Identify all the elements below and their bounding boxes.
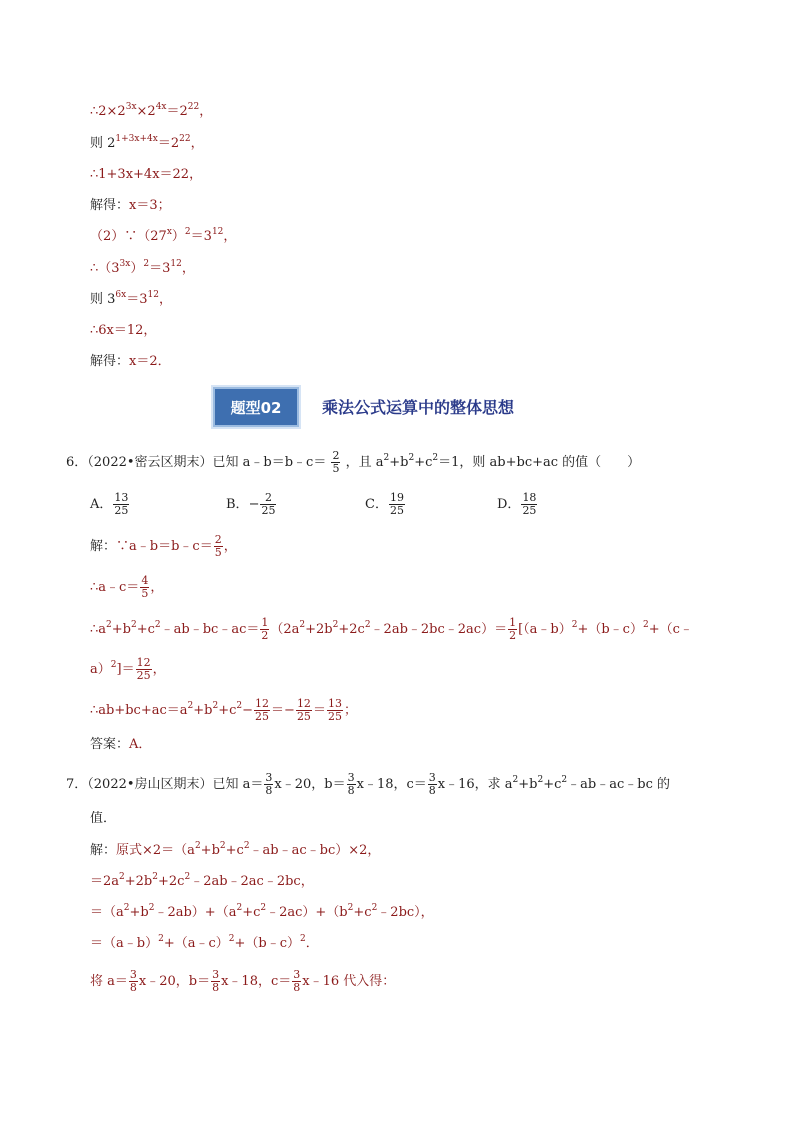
q7-solution-2: $=2a^2+2b^2+2c^2﹣2ab﹣2ac﹣2bc$， — [90, 872, 314, 889]
section-badge: 题型02 — [213, 387, 299, 427]
prev-line-5: $(2)\because(27^x)^2=3^{12}$， — [90, 227, 237, 244]
prev-line-3: ∴1+3x+4x＝22， — [90, 167, 203, 182]
option-a[interactable]: A． $\frac{13}{25}$ — [90, 491, 129, 517]
q7-stem: 7．（2022•房山区期末）已知 a＝ $\frac{3}{8}$ x﹣20，b＝ $\frac{3}{8}$ x﹣18，c＝ $\frac{3}{8}$ x﹣16，求 $a^2+b^2+c^2﹣ab﹣ac﹣bc$ 的 — [66, 771, 670, 797]
q6-stem: 6．（2022•密云区期末）已知 a﹣b＝b﹣c＝ $\frac{2}{5}$ ，且 $a^2+b^2+c^2=1$，则 ab+bc+ac 的值（ ） — [66, 449, 641, 475]
prev-line-4: 解得：x＝3； — [90, 198, 171, 213]
prev-line-6: $\therefore(3^{3x})^2=3^{12}$， — [90, 259, 195, 276]
q7-solution-5: 将 a＝ $\frac{3}{8}$ x﹣20，b＝ $\frac{3}{8}$ x﹣18，c＝ $\frac{3}{8}$ x﹣16 代入得： — [90, 968, 396, 994]
section-title: 乘法公式运算中的整体思想 — [322, 398, 515, 417]
option-b[interactable]: B．− $\frac{2}{25}$ — [226, 491, 276, 517]
q6-solution-5: $\therefore ab+bc+ac=a^2+b^2+c^2-$ $\frac{12}{25}$ ＝− $\frac{12}{25}$ ＝ $\frac{13}{25}$ ； — [90, 697, 357, 723]
q6-answer: 答案：A． — [90, 737, 152, 752]
q7-solution-1: 解：原式$\times 2=(a^2+b^2+c^2﹣ab﹣ac﹣bc)\times 2$， — [90, 841, 381, 858]
q6-solution-3: $\therefore a^2+b^2+c^2﹣ab﹣bc﹣ac=$ $\frac{1}{2}$ $(2a^2+2b^2+2c^2﹣2ab﹣2bc﹣2ac)=$ $\frac{1}{2}$ [（a﹣b）$^2$+（b﹣c）$^2$+（c﹣ — [90, 616, 693, 642]
prev-line-7: 则 $3^{6x}=3^{12}$， — [90, 290, 172, 307]
q6-solution-2: ∴a﹣c＝ $\frac{4}{5}$ ， — [90, 574, 164, 600]
option-d[interactable]: D． $\frac{18}{25}$ — [497, 491, 537, 517]
option-c[interactable]: C． $\frac{19}{25}$ — [365, 491, 404, 517]
q7-solution-4: ＝（a﹣b）$^2$+（a﹣c）$^2$+（b﹣c）$^2$． — [90, 934, 319, 951]
prev-line-2: 则 $2^{1+3x+4x}=2^{22}$， — [90, 134, 204, 151]
fraction: $\frac{2}{5}$ — [332, 449, 340, 475]
prev-line-9: 解得：x＝2． — [90, 354, 171, 369]
q7-solution-3: $=(a^2+b^2﹣2ab)+(a^2+c^2﹣2ac)+(b^2+c^2﹣2bc)$， — [90, 903, 434, 920]
q7-stem-cont: 值． — [90, 811, 117, 826]
prev-line-8: ∴6x＝12， — [90, 323, 157, 338]
q6-solution-4: a）$^2$]＝ $\frac{12}{25}$ ， — [90, 656, 166, 682]
q6-solution-1: 解：∵a﹣b＝b﹣c＝ $\frac{2}{5}$ ， — [90, 533, 237, 559]
prev-line-1: $\therefore 2\times 2^{3x}\times 2^{4x}=2^{22}$， — [90, 102, 213, 119]
